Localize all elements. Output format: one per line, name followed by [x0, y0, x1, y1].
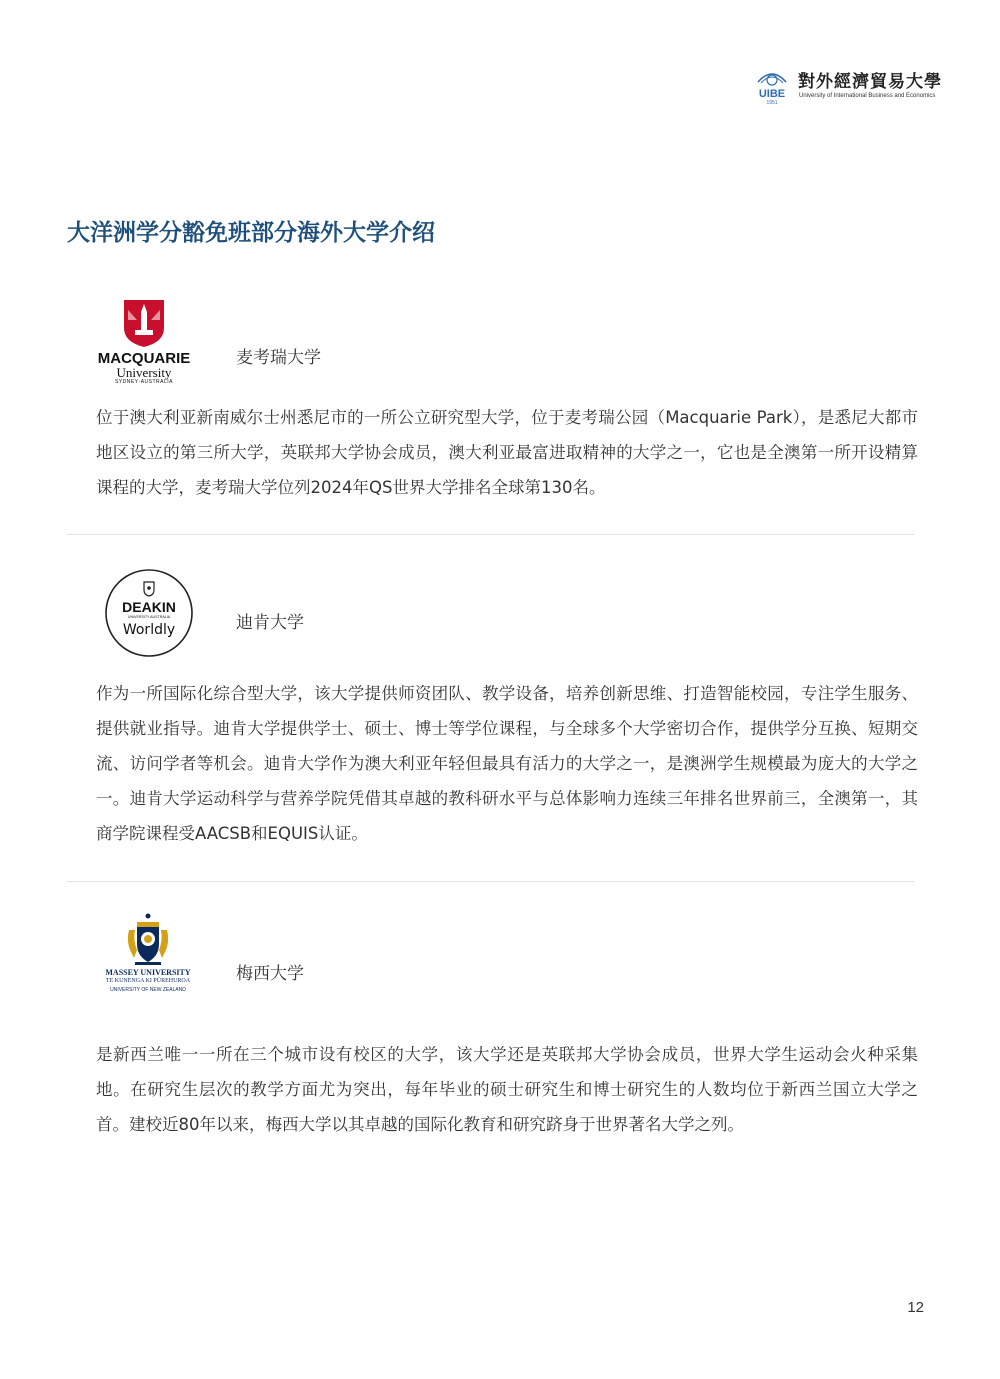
page-title: 大洋洲学分豁免班部分海外大学介绍	[67, 220, 435, 246]
section-divider	[67, 881, 914, 882]
deakin-subtitle: UNIVERSITY AUSTRALIA	[127, 615, 171, 619]
macquarie-lighthouse-shield-icon	[122, 298, 166, 348]
university-name-massey: 梅西大学	[236, 964, 304, 984]
uibe-chinese-name: 對外經濟貿易大學	[798, 72, 942, 92]
massey-maori-name: TE KUNENGA KI PŪREHUROA	[105, 978, 191, 984]
macquarie-logo	[96, 298, 192, 388]
macquarie-subtitle: University	[116, 365, 172, 380]
page-number: 12	[907, 1299, 924, 1316]
massey-wordmark: MASSEY UNIVERSITY	[105, 968, 191, 977]
uibe-mark-text: UIBE	[758, 88, 786, 100]
deakin-wordmark: DEAKIN	[122, 599, 176, 615]
deakin-tagline: Worldly	[122, 622, 176, 638]
macquarie-wordmark: MACQUARIE	[97, 350, 191, 367]
university-description-deakin: 作为一所国际化综合型大学，该大学提供师资团队、教学设备，培养创新思维、打造智能校园，专注学生服务、提供就业指导。迪肯大学提供学士、硕士、博士等学位课程，与全球多个大学密切合作，提供学分互换、短期交流、访问学者等机会。迪肯大学作为澳大利亚年轻但最具有活力的大学之一，是澳洲学生规模最为庞大的大学之一。迪肯大学运动科学与营养学院凭借其卓越的教科研水平与总体影响力连续三年排名世界前三，全澳第一，其商学院课程受AACSB和EQUIS认证。	[96, 684, 918, 843]
university-description-macquarie: 位于澳大利亚新南威尔士州悉尼市的一所公立研究型大学，位于麦考瑞公园（Macquarie Park），是悉尼大都市地区设立的第三所大学，英联邦大学协会成员，澳大利亚最富进取精神的大学之一，它也是全澳第一所开设精算课程的大学，麦考瑞大学位列2024年QS世界大学排名全球第130名。	[96, 408, 918, 497]
deakin-logo	[104, 568, 194, 658]
university-name-macquarie: 麦考瑞大学	[236, 348, 321, 368]
massey-coat-of-arms-icon	[123, 912, 173, 966]
uibe-founding-year: 1951	[766, 100, 778, 106]
section-divider	[67, 534, 914, 535]
uibe-english-name: University of International Business and Economics	[799, 93, 936, 99]
university-description-massey: 是新西兰唯一一所在三个城市设有校区的大学，该大学还是英联邦大学协会成员，世界大学生运动会火种采集地。在研究生层次的教学方面尤为突出，每年毕业的硕士研究生和博士研究生的人数均位于新西兰国立大学之首。建校近80年以来，梅西大学以其卓越的国际化教育和研究跻身于世界著名大学之列。	[96, 1045, 918, 1134]
university-name-deakin: 迪肯大学	[236, 613, 304, 633]
massey-logo	[98, 912, 198, 998]
uibe-emblem-icon	[752, 64, 792, 106]
massey-subtitle: UNIVERSITY OF NEW ZEALAND	[110, 987, 186, 993]
macquarie-location: SYDNEY·AUSTRALIA	[114, 379, 173, 385]
header-logo	[752, 64, 942, 108]
